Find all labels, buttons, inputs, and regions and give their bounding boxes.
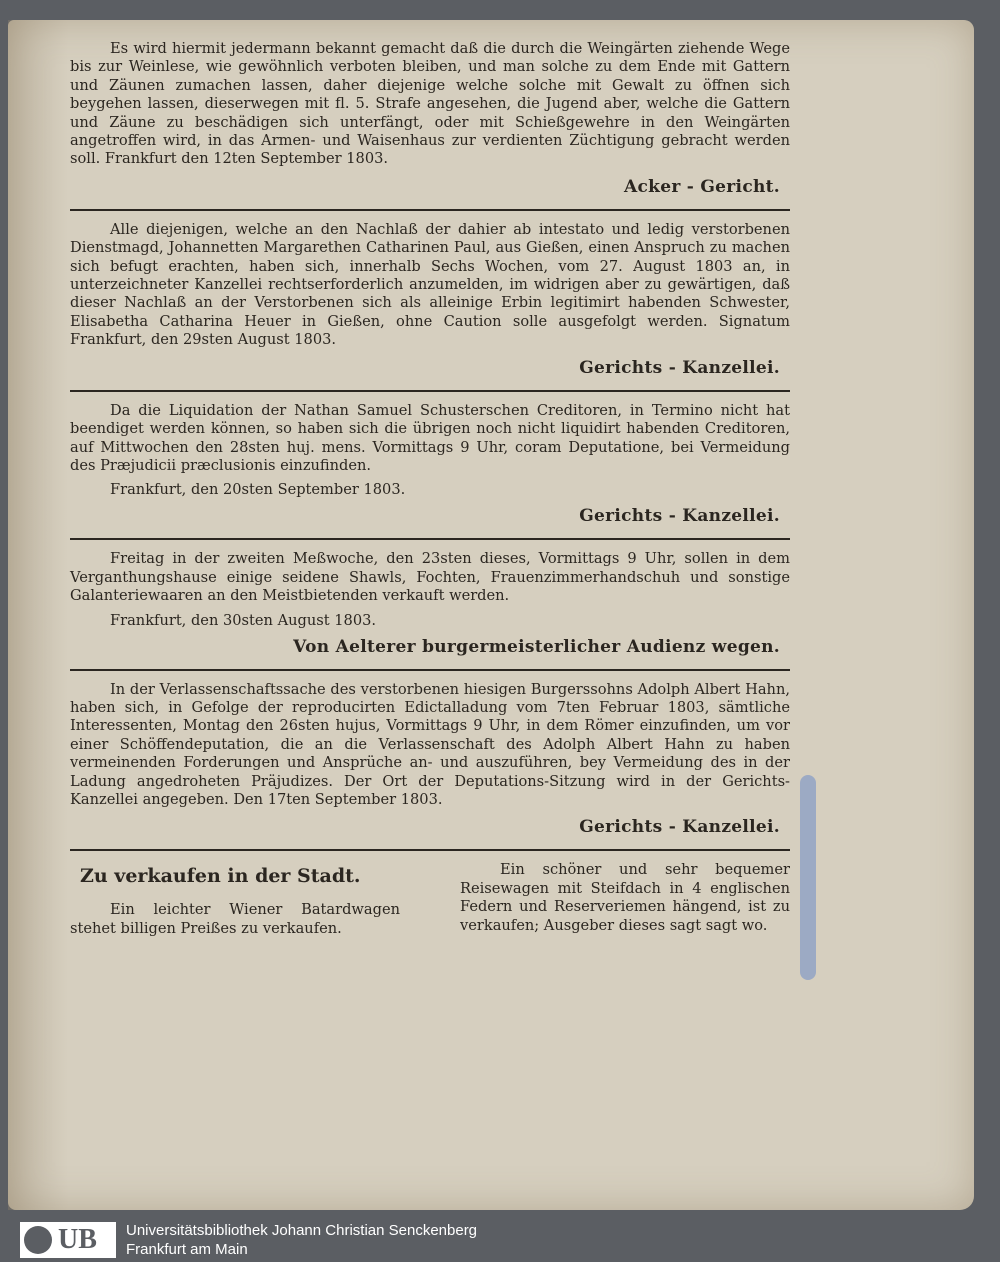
notice-1	[70, 40, 790, 197]
notice-4	[70, 550, 790, 656]
notice-dateline: Frankfurt, den 20sten September 1803.	[110, 481, 406, 499]
notice-signature: Gerichts - Kanzellei.	[579, 357, 780, 378]
divider	[70, 538, 790, 540]
portrait-icon	[24, 1226, 52, 1254]
sale-right-column	[460, 861, 790, 938]
library-logo	[20, 1222, 116, 1258]
notice-signature: Von Aelterer burgermeisterlicher Audienz wegen.	[293, 636, 780, 657]
notice-dateline: Frankfurt, den 30sten August 1803.	[110, 611, 377, 629]
notice-signature: Gerichts - Kanzellei.	[579, 817, 780, 838]
notice-text: Es wird hiermit jedermann bekannt gemacht daß die durch die Weingärten ziehende Wege bis zur Weinlese, wie gewöhnlich verboten bleiben, und man solche zu dem Ende mit Gattern und Zäunen zumachen lassen, daher diejenige welche solche mit Gewalt zu öffnen sich beygehen lassen, dieserwegen mit fl. 5. Strafe angesehen, die Jugend aber, welche die Gattern und Zäune zu beschädigen sich unterfängt, oder mit Schießgewehre in den Weingärten angetroffen wird, in das Armen- und Waisenhaus zur verdienten Züchtigung gebracht werden soll. Frankfurt den 12ten September 1803.	[70, 40, 790, 168]
ink-stain	[800, 775, 816, 980]
notice-signature: Gerichts - Kanzellei.	[579, 506, 780, 527]
sale-heading: Zu verkaufen in der Stadt.	[80, 865, 361, 888]
notice-5	[70, 681, 790, 838]
notice-2	[70, 221, 790, 378]
sale-ad-left: Ein leichter Wiener Batardwagen stehet billigen Preißes zu verkaufen.	[70, 901, 400, 937]
footer-line-2: Frankfurt am Main	[126, 1241, 248, 1258]
notice-text: Da die Liquidation der Nathan Samuel Schusterschen Creditoren, in Termino nicht hat beendiget werden können, so haben sich die übrigen noch nicht liquidirt habenden Creditoren, auf Mittwochen den 28sten huj. mens. Vormittags 9 Uhr, coram Deputatione, bei Vermeidung des Præjudicii præclusionis einzufinden.	[70, 401, 790, 474]
sale-left-column	[70, 861, 400, 938]
logo-text: UB	[58, 1224, 97, 1255]
notice-signature: Acker - Gericht.	[623, 176, 780, 197]
notice-text: Alle diejenigen, welche an den Nachlaß der dahier ab intestato und ledig verstorbenen Dienstmagd, Johannetten Margarethen Catharinen Paul, aus Gießen, einen Anspruch zu machen sich befugt erachten, haben sich, innerhalb Sechs Wochen, vom 27. August 1803 an, in unterzeichneter Kanzellei rechtserforderlich anzumelden, im widrigen aber zu gewärtigen, daß dieser Nachlaß an der Verstorbenen sich als alleinige Erbin legitimirt habenden Schwester, Elisabetha Catharina Heuer in Gießen, ohne Caution solle ausgefolgt werden. Signatum Frankfurt, den 29sten August 1803.	[70, 220, 790, 349]
footer-line-1: Universitätsbibliothek Johann Christian Senckenberg	[126, 1222, 478, 1239]
notice-3	[70, 402, 790, 527]
notice-text: Freitag in der zweiten Meßwoche, den 23sten dieses, Vormittags 9 Uhr, sollen in dem Verganthungshause einige seidene Shawls, Fochten, Frauenzimmerhandschuh und sonstige Galanteriewaaren an den Meistbietenden verkauft werden.	[70, 550, 790, 605]
document-body	[70, 40, 790, 938]
footer-text	[126, 1221, 477, 1259]
divider	[70, 849, 790, 851]
sale-ad-right: Ein schöner und sehr bequemer Reisewagen mit Steifdach in 4 englischen Federn und Reserveriemen hängend, ist zu verkaufen; Ausgeber dieses sagt sagt wo.	[460, 861, 790, 934]
notice-text: In der Verlassenschaftssache des verstorbenen hiesigen Burgerssohns Adolph Albert Hahn, haben sich, in Gefolge der reproducirten Edictalladung vom 7ten Februar 1803, sämtliche Interessenten, Montag den 26sten hujus, Vormittags 9 Uhr, in dem Römer einzufinden, um vor einer Schöffendeputation, die an die Verlassenschaft des Adolph Albert Hahn zu haben vermeinenden Forderungen und Ansprüche an- und auszuführen, bey Vermeidung des in der Ladung angedroheten Präjudizes. Der Ort der Deputations-Sitzung wird in der Gerichts-Kanzellei angegeben. Den 17ten September 1803.	[70, 680, 790, 808]
divider	[70, 209, 790, 211]
divider	[70, 390, 790, 392]
sale-section	[70, 861, 790, 938]
divider	[70, 669, 790, 671]
